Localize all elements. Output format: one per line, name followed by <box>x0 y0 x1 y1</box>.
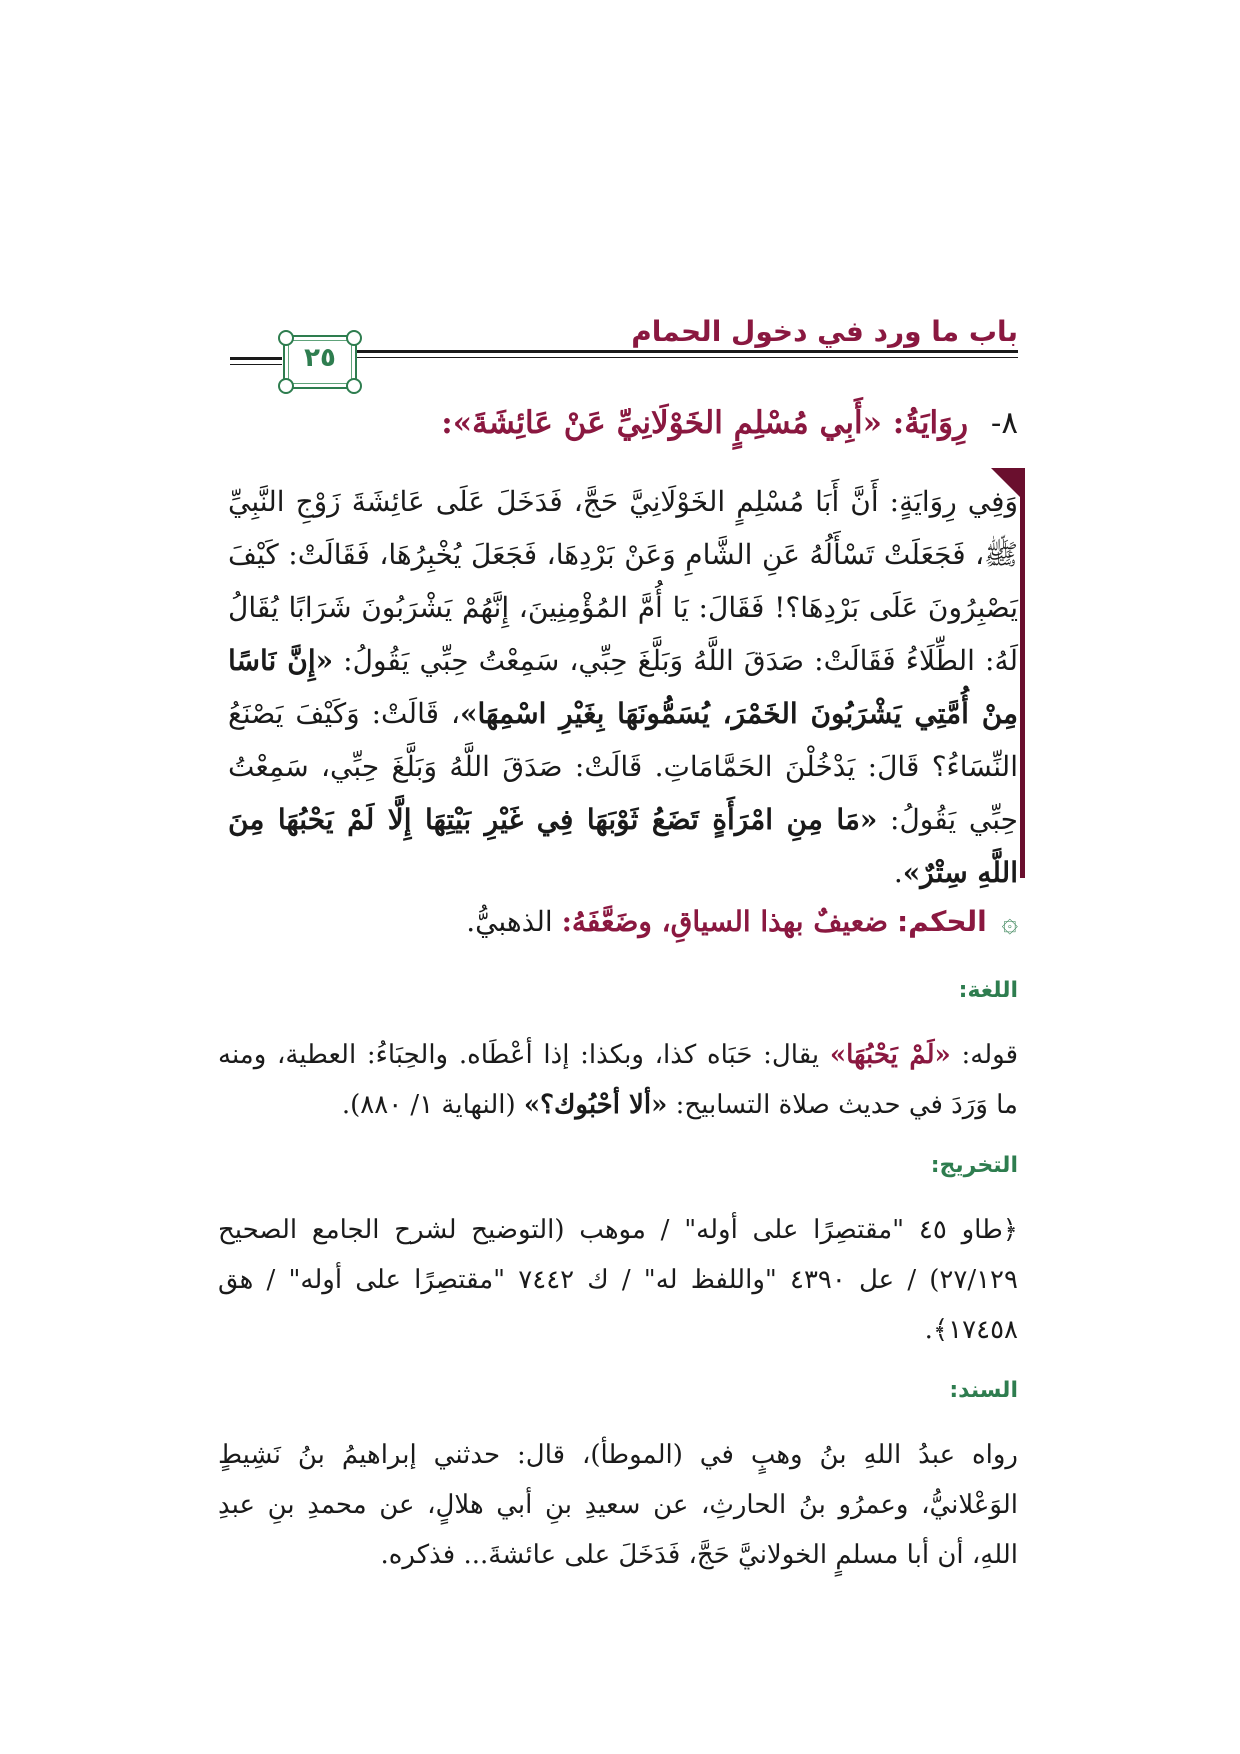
takhrij-heading: التخريج: <box>930 1153 1018 1178</box>
language-ref: (النهاية ١/ ٨٨٠). <box>341 1090 524 1120</box>
page-number-badge <box>283 335 357 389</box>
language-paragraph <box>218 1030 1018 1130</box>
sanad-heading: السند: <box>949 1378 1018 1403</box>
language-term: «لَمْ يَحْبُهَا» <box>829 1040 951 1070</box>
section-heading <box>218 405 1018 441</box>
narration-part-2: ، قَالَتْ: وَكَيْفَ يَصْنَعُ النِّسَاءُ؟ قَالَ: يَدْخُلْنَ الحَمَّامَاتِ. قَالَتْ: صَدَقَ اللَّهُ وَبَلَّغَ حِبِّي، سَمِعْتُ حِبِّي يَقُولُ: <box>228 697 1018 836</box>
page-number: ٢٥ <box>304 343 336 373</box>
header-rule-right <box>356 350 1018 353</box>
header-rule-right-thin <box>356 357 1018 358</box>
header-rule-left-thin <box>230 364 282 365</box>
sanad-paragraph: رواه عبدُ اللهِ بنُ وهبٍ في (الموطأ)، قال: حدثني إبراهيمُ بنُ نَشِيطٍ الوَعْلانيُّ، وعمرُو بنُ الحارثِ، عن سعيدِ بنِ أبي هلالٍ، عن محمدِ بنِ عبدِ اللهِ، أن أبا مسلمٍ الخولانيَّ حَجَّ، فَدَخَلَ على عائشةَ... فذكره. <box>218 1440 1018 1570</box>
ruling-ornament-icon: ۞ <box>1001 905 1018 938</box>
ornament-icon <box>346 378 362 394</box>
language-quote: «ألا أحْبُوك؟» <box>523 1090 668 1120</box>
language-text: يقال: حَبَاه كذا، وبكذا: إذا أعْطَاه. والحِبَاءُ: العطية، ومنه ما وَرَدَ في حديث صلاة التسابيح: <box>218 1040 1018 1120</box>
hadith-quote-1: «إِنَّ نَاسًا مِنْ أُمَّتِي يَشْرَبُونَ الخَمْرَ، يُسَمُّونَهَا بِغَيْرِ اسْمِهَا» <box>228 644 1019 730</box>
ornament-icon <box>278 378 294 394</box>
hadith-quote-2: «مَا مِنِ امْرَأَةٍ تَضَعُ ثَوْبَهَا فِي غَيْرِ بَيْتِهَا إِلَّا لَمْ يَحْبُهَا مِنَ اللَّهِ سِتْرٌ» <box>228 803 1018 889</box>
ruling-verdict: ضعيفٌ بهذا السياقِ، وضَعَّفَهُ: <box>561 905 889 938</box>
chapter-title: باب ما ورد في دخول الحمام <box>631 315 1018 348</box>
narration-text <box>228 475 1018 899</box>
takhrij-paragraph: ﴿طاو ٤٥ "مقتصِرًا على أوله" / موهب (التوضيح لشرح الجامع الصحيح ٢٧/١٢٩) / عل ٤٣٩٠ "واللفظ له" / ك ٧٤٤٢ "مقتصِرًا على أوله" / هق ١٧٤٥٨﴾. <box>218 1215 1018 1345</box>
section-number: ٨- <box>990 405 1018 441</box>
narration-end: . <box>893 856 903 889</box>
ruling-label: الحكم: <box>896 905 987 938</box>
language-heading: اللغة: <box>958 978 1018 1003</box>
section-heading-text: رِوَايَةُ: «أَبِي مُسْلِمٍ الخَوْلَانِيِّ عَنْ عَائِشَةَ»: <box>441 405 969 441</box>
narration-part-1: وَفِي رِوَايَةٍ: أَنَّ أَبَا مُسْلِمٍ الخَوْلَانِيَّ حَجَّ، فَدَخَلَ عَلَى عَائِشَةَ زَوْجِ النَّبِيِّ ﷺ، فَجَعَلَتْ تَسْأَلُهُ عَنِ الشَّامِ وَعَنْ بَرْدِهَا، فَجَعَلَ يُخْبِرُهَا، فَقَالَتْ: كَيْفَ يَصْبِرُونَ عَلَى بَرْدِهَا؟! فَقَالَ: يَا أُمَّ المُؤْمِنِينَ، إِنَّهُمْ يَشْرَبُونَ شَرَابًا يُقَالُ لَهُ: الطِّلَاءُ فَقَالَتْ: صَدَقَ اللَّهُ وَبَلَّغَ حِبِّي، سَمِعْتُ حِبِّي يَقُولُ: <box>228 485 1019 677</box>
language-intro: قوله: <box>950 1040 1019 1070</box>
ruling-line <box>218 905 1018 938</box>
ruling-by: الذهبيُّ. <box>466 905 553 938</box>
header-rule-left <box>230 357 282 360</box>
